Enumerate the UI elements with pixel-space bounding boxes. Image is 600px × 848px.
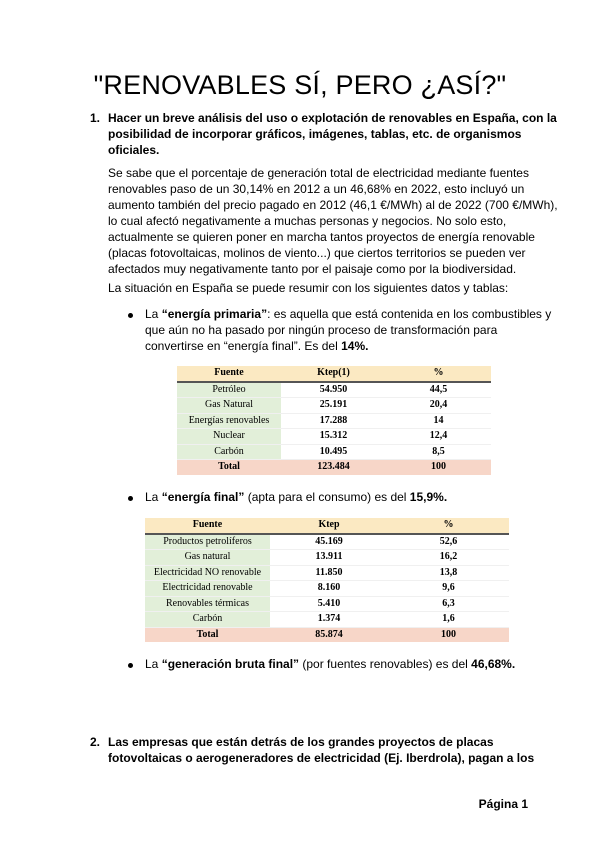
- paragraph-line: Se sabe que el porcentaje de generación total de electricidad mediante fuentes: [108, 166, 529, 180]
- header-cell: %: [388, 518, 509, 534]
- source-cell: Electricidad NO renovable: [145, 565, 270, 581]
- total-value: 85.874: [270, 627, 388, 642]
- percent-cell: 13,8: [388, 565, 509, 581]
- percent-cell: 20,4: [386, 398, 491, 414]
- heading-line: Hacer un breve análisis del uso o explotación de renovables en España, con la: [108, 111, 557, 125]
- percent-cell: 12,4: [386, 429, 491, 445]
- table-header-row: [145, 518, 509, 534]
- total-label: Total: [177, 460, 281, 475]
- page-title: "RENOVABLES SÍ, PERO ¿ASÍ?": [93, 70, 507, 100]
- source-cell: Energías renovables: [177, 413, 281, 429]
- source-cell: Electricidad renovable: [145, 581, 270, 597]
- bullet-term: “generación bruta final”: [161, 657, 300, 671]
- table-row: [145, 596, 509, 612]
- intro-text: La situación en España se puede resumir con los siguientes datos y tablas:: [108, 281, 509, 295]
- percent-cell: 44,5: [386, 382, 491, 398]
- table-energia-primaria: [177, 366, 491, 475]
- paragraph-line: (placas fotovoltaicas, molinos de viento...) que ciertos territorios se pueden ver: [108, 246, 526, 260]
- paragraph-line: aumento también del precio pagado en 2012 (46,1 €/MWh) al de 2022 (700 €/MWh),: [108, 198, 558, 212]
- bullet-prefix: La: [145, 307, 162, 321]
- total-percent: 100: [388, 627, 509, 642]
- bullet-text: convertirse en “energía final”. Es del: [145, 339, 342, 353]
- value-cell: 15.312: [281, 429, 386, 445]
- source-cell: Petróleo: [177, 382, 281, 398]
- paragraph-line: renovables paso de un 30,14% en 2012 a un 46,68% en 2022, esto incluyó un: [108, 182, 525, 196]
- paragraph-line: afectados muy negativamente tanto por el paisaje como por la biodiversidad.: [108, 262, 517, 276]
- table-total-row: [145, 627, 509, 642]
- table-row: [177, 398, 491, 414]
- table-row: [177, 382, 491, 398]
- total-percent: 100: [386, 460, 491, 475]
- table-row: [145, 565, 509, 581]
- value-cell: 13.911: [270, 550, 388, 566]
- bullet-term: “energía primaria”: [161, 307, 268, 321]
- table-row: [177, 429, 491, 445]
- bullet-term: “energía final”: [161, 490, 245, 504]
- bullet-text: (por fuentes renovables) es del: [299, 657, 472, 671]
- table-row: [177, 444, 491, 460]
- heading-line: fotovoltaicas o aerogeneradores de electricidad (Ej. Iberdrola), pagan a los: [108, 751, 535, 765]
- section-2-heading: [108, 734, 534, 766]
- percent-cell: 52,6: [388, 534, 509, 550]
- bullet-energia-primaria: [145, 306, 551, 354]
- source-cell: Productos petrolíferos: [145, 534, 270, 550]
- table-energia-final: [145, 518, 509, 642]
- value-cell: 54.950: [281, 382, 386, 398]
- value-cell: 8.160: [270, 581, 388, 597]
- bullet-text: que aún no ha pasado por ningún proceso de transformación para: [145, 323, 498, 337]
- table-row: [145, 550, 509, 566]
- paragraph-line: actualmente se quieren poner en marcha tantos proyectos de energía renovable: [108, 230, 535, 244]
- table-row: [145, 612, 509, 628]
- value-cell: 5.410: [270, 596, 388, 612]
- section-1-paragraph: [108, 165, 558, 277]
- table-row: [177, 413, 491, 429]
- source-cell: Carbón: [177, 444, 281, 460]
- source-cell: Renovables térmicas: [145, 596, 270, 612]
- heading-line: oficiales.: [108, 143, 160, 157]
- value-cell: 45.169: [270, 534, 388, 550]
- bullet-prefix: La: [145, 657, 162, 671]
- bullet-energia-final: [145, 489, 447, 505]
- source-cell: Gas natural: [145, 550, 270, 566]
- header-cell: Ktep(1): [281, 366, 386, 382]
- bullet-text: (apta para el consumo) es del: [244, 490, 410, 504]
- value-cell: 1.374: [270, 612, 388, 628]
- bullet-dot: [128, 313, 133, 318]
- bullet-prefix: La: [145, 490, 162, 504]
- total-value: 123.484: [281, 460, 386, 475]
- bullet-dot: [128, 496, 133, 501]
- heading-line: posibilidad de incorporar gráficos, imágenes, tablas, etc. de organismos: [108, 127, 522, 141]
- bullet-value: 46,68%.: [471, 657, 516, 671]
- percent-cell: 9,6: [388, 581, 509, 597]
- percent-cell: 8,5: [386, 444, 491, 460]
- section-1-heading: [108, 110, 557, 158]
- bullet-dot: [128, 663, 133, 668]
- percent-cell: 14: [386, 413, 491, 429]
- header-cell: %: [386, 366, 491, 382]
- value-cell: 17.288: [281, 413, 386, 429]
- table-header-row: [177, 366, 491, 382]
- source-cell: Gas Natural: [177, 398, 281, 414]
- page-number: Página 1: [478, 797, 528, 811]
- table-row: [145, 581, 509, 597]
- table-total-row: [177, 460, 491, 475]
- header-cell: Ktep: [270, 518, 388, 534]
- header-cell: Fuente: [177, 366, 281, 382]
- bullet-text: : es aquella que está contenida en los combustibles y: [267, 307, 552, 321]
- value-cell: 10.495: [281, 444, 386, 460]
- source-cell: Carbón: [145, 612, 270, 628]
- percent-cell: 1,6: [388, 612, 509, 628]
- heading-line: Las empresas que están detrás de los grandes proyectos de placas: [108, 735, 494, 749]
- bullet-value: 15,9%.: [409, 490, 448, 504]
- source-cell: Nuclear: [177, 429, 281, 445]
- table-row: [145, 534, 509, 550]
- paragraph-line: lo cual afectó negativamente a muchas personas y negocios. No solo esto,: [108, 214, 507, 228]
- percent-cell: 16,2: [388, 550, 509, 566]
- value-cell: 25.191: [281, 398, 386, 414]
- bullet-value: 14%.: [341, 339, 369, 353]
- bullet-generacion-bruta: [145, 656, 515, 672]
- percent-cell: 6,3: [388, 596, 509, 612]
- section-1-number: 1.: [90, 111, 101, 125]
- section-2-number: 2.: [90, 735, 101, 749]
- header-cell: Fuente: [145, 518, 270, 534]
- total-label: Total: [145, 627, 270, 642]
- value-cell: 11.850: [270, 565, 388, 581]
